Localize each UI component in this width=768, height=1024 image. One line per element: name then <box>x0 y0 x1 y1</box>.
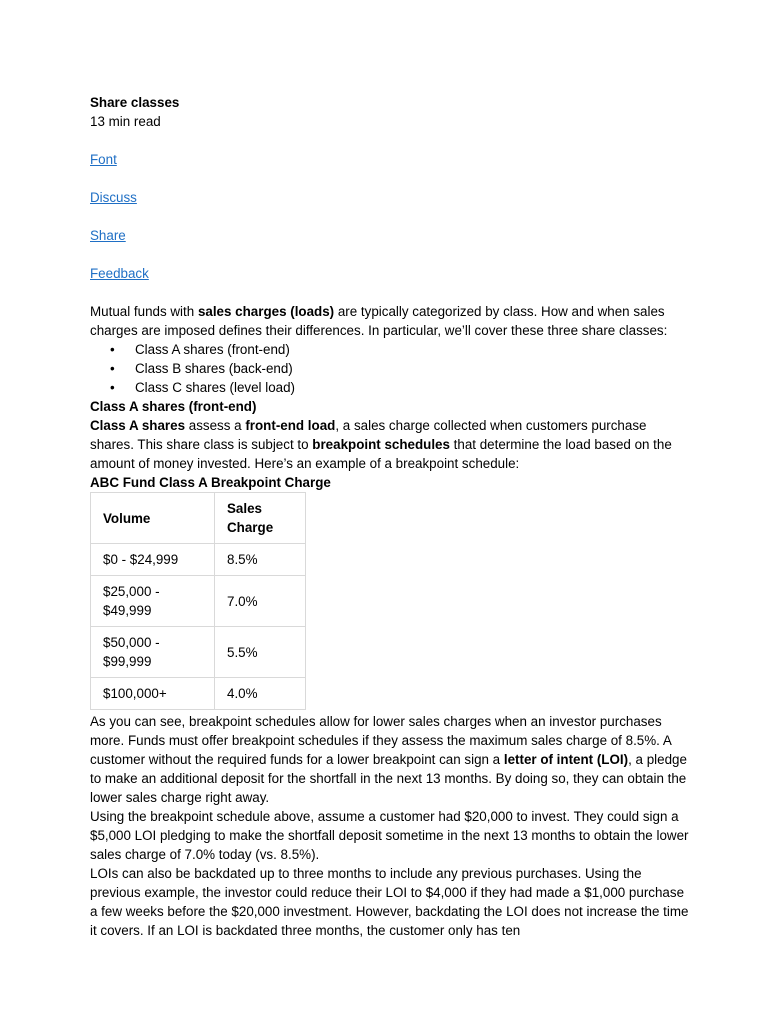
table-header-row <box>91 493 306 544</box>
table-cell: $25,000 - $49,999 <box>91 576 215 627</box>
feedback-link[interactable]: Feedback <box>90 266 149 281</box>
table-cell: $0 - $24,999 <box>91 544 215 576</box>
table-cell: 4.0% <box>215 678 306 710</box>
table-cell: $100,000+ <box>91 678 215 710</box>
table-header-cell: Sales Charge <box>215 493 306 544</box>
discuss-link[interactable]: Discuss <box>90 190 137 205</box>
read-time: 13 min read <box>90 114 161 129</box>
list-item: • Class C shares (level load) <box>135 378 690 397</box>
page-title: Share classes <box>90 95 180 110</box>
table-cell: 7.0% <box>215 576 306 627</box>
breakpoint-table <box>90 492 306 710</box>
table-row <box>91 627 306 678</box>
font-link[interactable]: Font <box>90 152 117 167</box>
table-header-cell: Volume <box>91 493 215 544</box>
table-cell: 5.5% <box>215 627 306 678</box>
table-caption: ABC Fund Class A Breakpoint Charge <box>90 475 331 490</box>
example-paragraph: Using the breakpoint schedule above, assume a customer had $20,000 to invest. They could sign a $5,000 LOI pledging to make the shortfall deposit sometime in the next 13 months to obtain the lower sales charge of 7.0% today (vs. 8.5%). <box>90 809 689 862</box>
table-cell: 8.5% <box>215 544 306 576</box>
table-row <box>91 544 306 576</box>
list-item: • Class B shares (back-end) <box>135 359 690 378</box>
table-row <box>91 576 306 627</box>
share-link[interactable]: Share <box>90 228 126 243</box>
document-page <box>90 93 690 940</box>
table-row <box>91 678 306 710</box>
breakpoint-paragraph: As you can see, breakpoint schedules allow for lower sales charges when an investor purchases more. Funds must offer breakpoint schedules if they assess the maximum sales charge of 8.5%. A customer without the required funds for a lower breakpoint can sign a letter of intent (LOI), a pledge to make an additional deposit for the shortfall in the next 13 months. By doing so, they can obtain the lower sales charge right away. <box>90 714 687 805</box>
section-heading: Class A shares (front-end) <box>90 399 257 414</box>
class-a-paragraph: Class A shares assess a front-end load, a sales charge collected when customers purchase shares. This share class is subject to breakpoint schedules that determine the load based on the amount of money invested. Here’s an example of a breakpoint schedule: <box>90 418 672 471</box>
table-cell: $50,000 - $99,999 <box>91 627 215 678</box>
intro-paragraph: Mutual funds with sales charges (loads) are typically categorized by class. How and when sales charges are imposed defines their differences. In particular, we’ll cover these three share classes: <box>90 304 668 338</box>
backdate-paragraph: LOIs can also be backdated up to three months to include any previous purchases. Using the previous example, the investor could reduce their LOI to $4,000 if they had made a $1,000 purchase a few weeks before the $20,000 investment. However, backdating the LOI does not increase the time it covers. If an LOI is backdated three months, the customer only has ten <box>90 866 689 938</box>
list-item: • Class A shares (front-end) <box>135 340 690 359</box>
share-class-list <box>90 340 690 397</box>
